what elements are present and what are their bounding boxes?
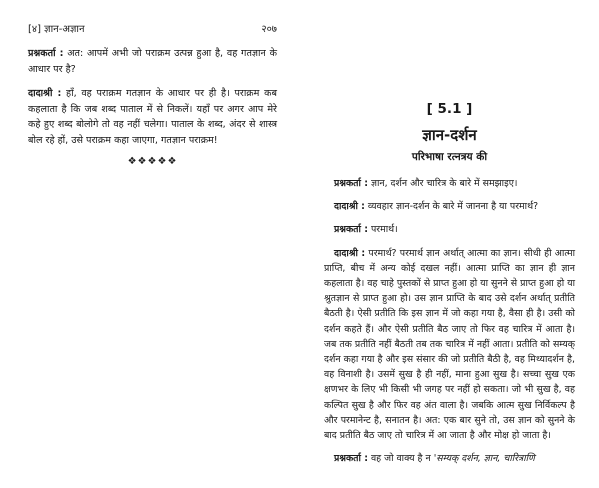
speaker-label: प्रश्नकर्ता :: [334, 178, 368, 189]
answer-paragraph: [324, 246, 575, 444]
page-number: २०७: [261, 24, 277, 35]
speaker-label: प्रश्नकर्ता :: [28, 48, 64, 59]
speaker-label: प्रश्नकर्ता :: [334, 224, 368, 236]
question-text: ज्ञान, दर्शन और चारित्र के बारे में समझाइए।: [370, 178, 518, 189]
speaker-label: दादाश्री :: [334, 247, 366, 259]
section-number: [ 5.1 ]: [426, 101, 473, 117]
answer-paragraph: [28, 86, 277, 148]
quoted-verse: 'सम्यक् दर्शन, ज्ञान, चारित्राणि: [433, 453, 535, 465]
running-header: [28, 24, 277, 36]
question-text: परमार्थ।: [370, 224, 398, 236]
answer-text: हाँ, वह पराक्रम गतज्ञान के आधार पर ही है। पराक्रम कब कहलाता है कि जब शब्द पाताल में से निकलें। यहाँ पर अगर आप मेरे कहे हुए शब्द बोलोगे तो वह नहीं चलेगा। पाताल के शब्द, अंदर से शास्त्र बोल रहे हों, उसे पराक्रम कहा जाएगा, गतज्ञान पराक्रम!: [28, 88, 277, 146]
answer-text: परमार्थ? परमार्थ ज्ञान अर्थात् आत्मा का ज्ञान। सीधी ही आत्मा प्राप्ति, बीच में अन्य कोई दखल नहीं। आत्मा प्राप्ति का ज्ञान ही ज्ञान कहलाता है। वह चाहे पुस्तकों से प्राप्त हुआ हो या सुनने से प्राप्त हुआ हो या श्रुतज्ञान से प्राप्त हुआ हो। उस ज्ञान प्राप्ति के बाद उसे दर्शन अर्थात् प्रतीति बैठती है। ऐसी प्रतीति कि इस ज्ञान में जो कहा गया है, वैसा ही है। उसी को दर्शन कहते हैं। और ऐसी प्रतीति बैठ जाए तो फिर वह चारित्र में आता है। जब तक प्रतीति नहीं बैठती तब तक चारित्र में नहीं आता। प्रतीति को सम्यक् दर्शन कहा गया है और इस संसार की जो प्रतीति बैठी है, वह मिथ्यादर्शन है, वह विनाशी है। उसमें सुख है ही नहीं, माना हुआ सुख है। सच्चा सुख एक क्षणभर के लिए भी किसी भी जगह पर नहीं हो सकता। जो भी सुख है, वह कल्पित सुख है और फिर वह अंत वाला है। जबकि आत्म सुख निर्विकल्प है और परमानेन्ट है, सनातन है। अत: एक बार सुने तो, उस ज्ञान को सुनने के बाद प्रतीति बैठ जाए तो चारित्र में आ जाता है और मोक्ष हो जाता है।: [324, 247, 575, 442]
question-paragraph: [28, 46, 277, 77]
chapter-title: [४] ज्ञान-अज्ञान: [28, 24, 85, 35]
right-page: [300, 0, 599, 488]
question-paragraph: [324, 222, 575, 237]
speaker-label: प्रश्नकर्ता :: [334, 453, 368, 465]
ornament-divider: ❖❖❖❖❖: [127, 156, 178, 167]
question-paragraph: [324, 176, 575, 191]
question-text: वह जो वाक्य है न: [370, 453, 434, 465]
answer-paragraph: [324, 199, 575, 214]
section-subtitle: परिभाषा रत्नत्रय की: [411, 151, 488, 163]
left-page: [0, 0, 299, 488]
speaker-label: दादाश्री :: [28, 88, 62, 99]
question-text: अत: आपमें अभी जो पराक्रम उत्पन्न हुआ है, वह गतज्ञान के आधार पर है?: [28, 48, 277, 75]
section-title: ज्ञान-दर्शन: [422, 126, 477, 144]
question-paragraph: [324, 451, 575, 466]
speaker-label: दादाश्री :: [334, 201, 365, 213]
answer-text: व्यवहार ज्ञान-दर्शन के बारे में जानना है या परमार्थ?: [367, 201, 539, 213]
